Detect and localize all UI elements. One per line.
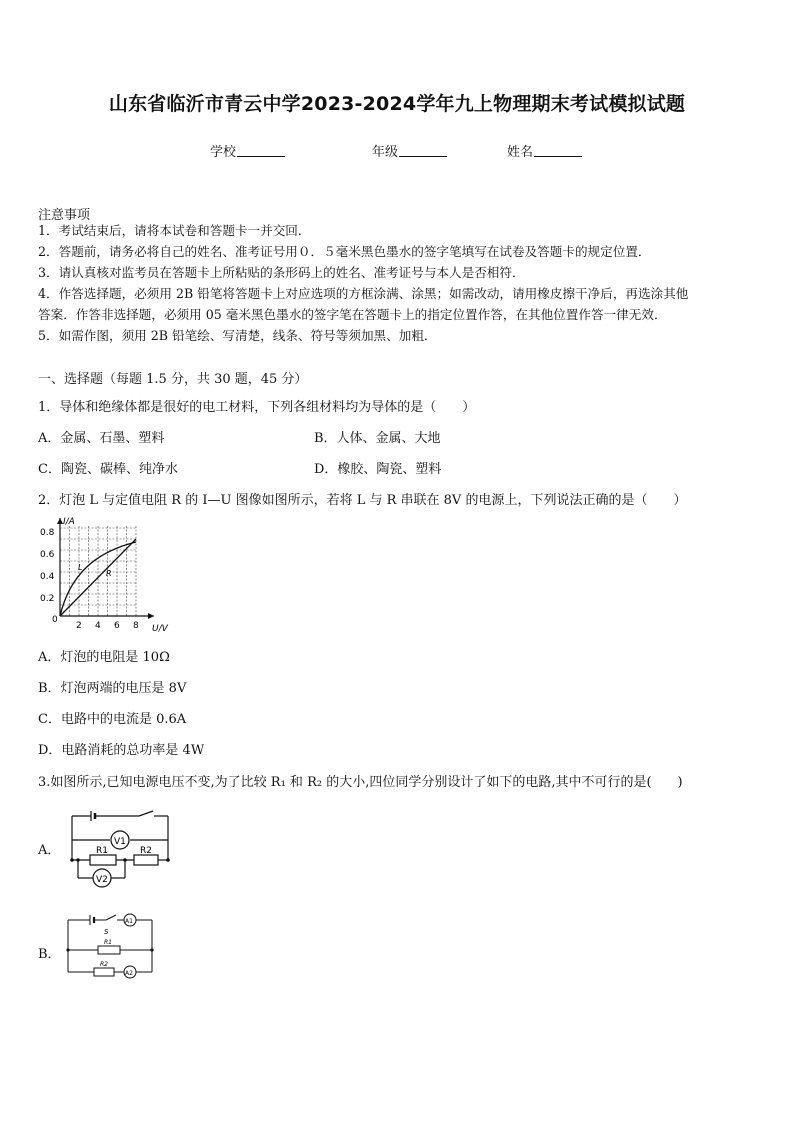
section-heading: 一、选择题（每题 1.5 分，共 30 题，45 分） [38, 372, 308, 387]
x-axis-arrow [148, 613, 154, 619]
circuit-b-switch: S [104, 928, 109, 936]
circuit-a [64, 808, 174, 892]
name-field[interactable] [507, 141, 582, 160]
circuit-b-a2: A2 [125, 970, 133, 977]
graph-xlabel: U/V [152, 624, 168, 634]
graph-xtick: 4 [95, 621, 101, 631]
graph-ytick: 0.4 [40, 572, 55, 582]
q2-option-d[interactable]: D．电路消耗的总功率是 4W [38, 743, 205, 758]
graph-xtick: 6 [114, 621, 120, 631]
notice-item: 4．作答选择题，必须用 2B 铅笔将答题卡上对应选项的方框涂满、涂黑；如需改动，请用橡皮擦干净后，再选涂其他 [38, 286, 689, 301]
q2-option-b[interactable]: B．灯泡两端的电压是 8V [38, 681, 187, 696]
graph-xtick: 8 [133, 621, 139, 631]
iu-graph [36, 514, 176, 638]
line-r-label: R [106, 569, 112, 578]
q1-option-d[interactable]: D．橡胶、陶瓷、塑料 [314, 462, 442, 477]
graph-ylabel: I/A [63, 517, 75, 527]
circuit-b-a1: A1 [125, 918, 133, 925]
grade-field[interactable] [372, 141, 447, 160]
circuit-b-r1: R1 [104, 939, 112, 946]
school-blank[interactable] [237, 144, 285, 157]
q2-option-c[interactable]: C．电路中的电流是 0.6A [38, 712, 187, 727]
q3-option-a[interactable]: A． [38, 843, 61, 858]
graph-grid [60, 526, 136, 616]
school-label: 学校 [210, 145, 237, 160]
notice-item: 3．请认真核对监考员在答题卡上所粘贴的条形码上的姓名、准考证号与本人是否相符． [38, 265, 525, 280]
page-title: 山东省临沂市青云中学2023-2024学年九上物理期末考试模拟试题 [108, 93, 686, 115]
q1-option-b[interactable]: B．人体、金属、大地 [314, 431, 441, 446]
notice-item: 2．答题前，请务必将自己的姓名、准考证号用０．５毫米黑色墨水的签字笔填写在试卷及答题卡的规定位置． [38, 244, 651, 259]
graph-xtick: 2 [76, 621, 82, 631]
notice-heading: 注意事项 [38, 208, 91, 223]
circuit-a-r2: R2 [140, 846, 152, 856]
circuit-a-v2: V2 [96, 875, 108, 885]
q2-option-a[interactable]: A．灯泡的电阻是 10Ω [38, 650, 170, 665]
graph-ytick: 0.8 [40, 528, 55, 538]
circuit-b-r2: R2 [100, 961, 108, 968]
q1-option-c[interactable]: C．陶瓷、碳棒、纯净水 [38, 462, 178, 477]
curve-l-label: L [78, 563, 83, 572]
q1-stem: 1．导体和绝缘体都是很好的电工材料，下列各组材料均为导体的是（ ） [38, 400, 476, 415]
notice-item: 5．如需作图，须用 2B 铅笔绘、写清楚，线条、符号等须加黑、加粗． [38, 328, 437, 343]
circuit-b [64, 910, 160, 982]
q2-stem: 2．灯泡 L 与定值电阻 R 的 I—U 图像如图所示，若将 L 与 R 串联在 8V 的电源上，下列说法正确的是（ ） [38, 493, 687, 508]
grade-label: 年级 [372, 145, 399, 160]
notice-item: 1．考试结束后，请将本试卷和答题卡一并交回． [38, 223, 311, 238]
notice-item: 答案．作答非选择题，必须用 05 毫米黑色墨水的签字笔在答题卡上的指定位置作答，在其他位置作答一律无效． [38, 307, 667, 322]
q1-option-a[interactable]: A．金属、石墨、塑料 [38, 431, 165, 446]
school-field[interactable] [210, 141, 285, 160]
q3-option-b[interactable]: B． [38, 947, 61, 962]
graph-ytick: 0.6 [40, 550, 55, 560]
grade-blank[interactable] [399, 144, 447, 157]
graph-origin: 0 [52, 615, 58, 625]
name-blank[interactable] [534, 144, 582, 157]
name-label: 姓名 [507, 145, 534, 160]
graph-ytick: 0.2 [40, 594, 55, 604]
circuit-a-v1: V1 [114, 837, 126, 847]
q3-stem: 3.如图所示,已知电源电压不变,为了比较 R₁ 和 R₂ 的大小,四位同学分别设计了如下的电路,其中不可行的是( ) [38, 775, 683, 790]
circuit-a-r1: R1 [96, 846, 108, 856]
